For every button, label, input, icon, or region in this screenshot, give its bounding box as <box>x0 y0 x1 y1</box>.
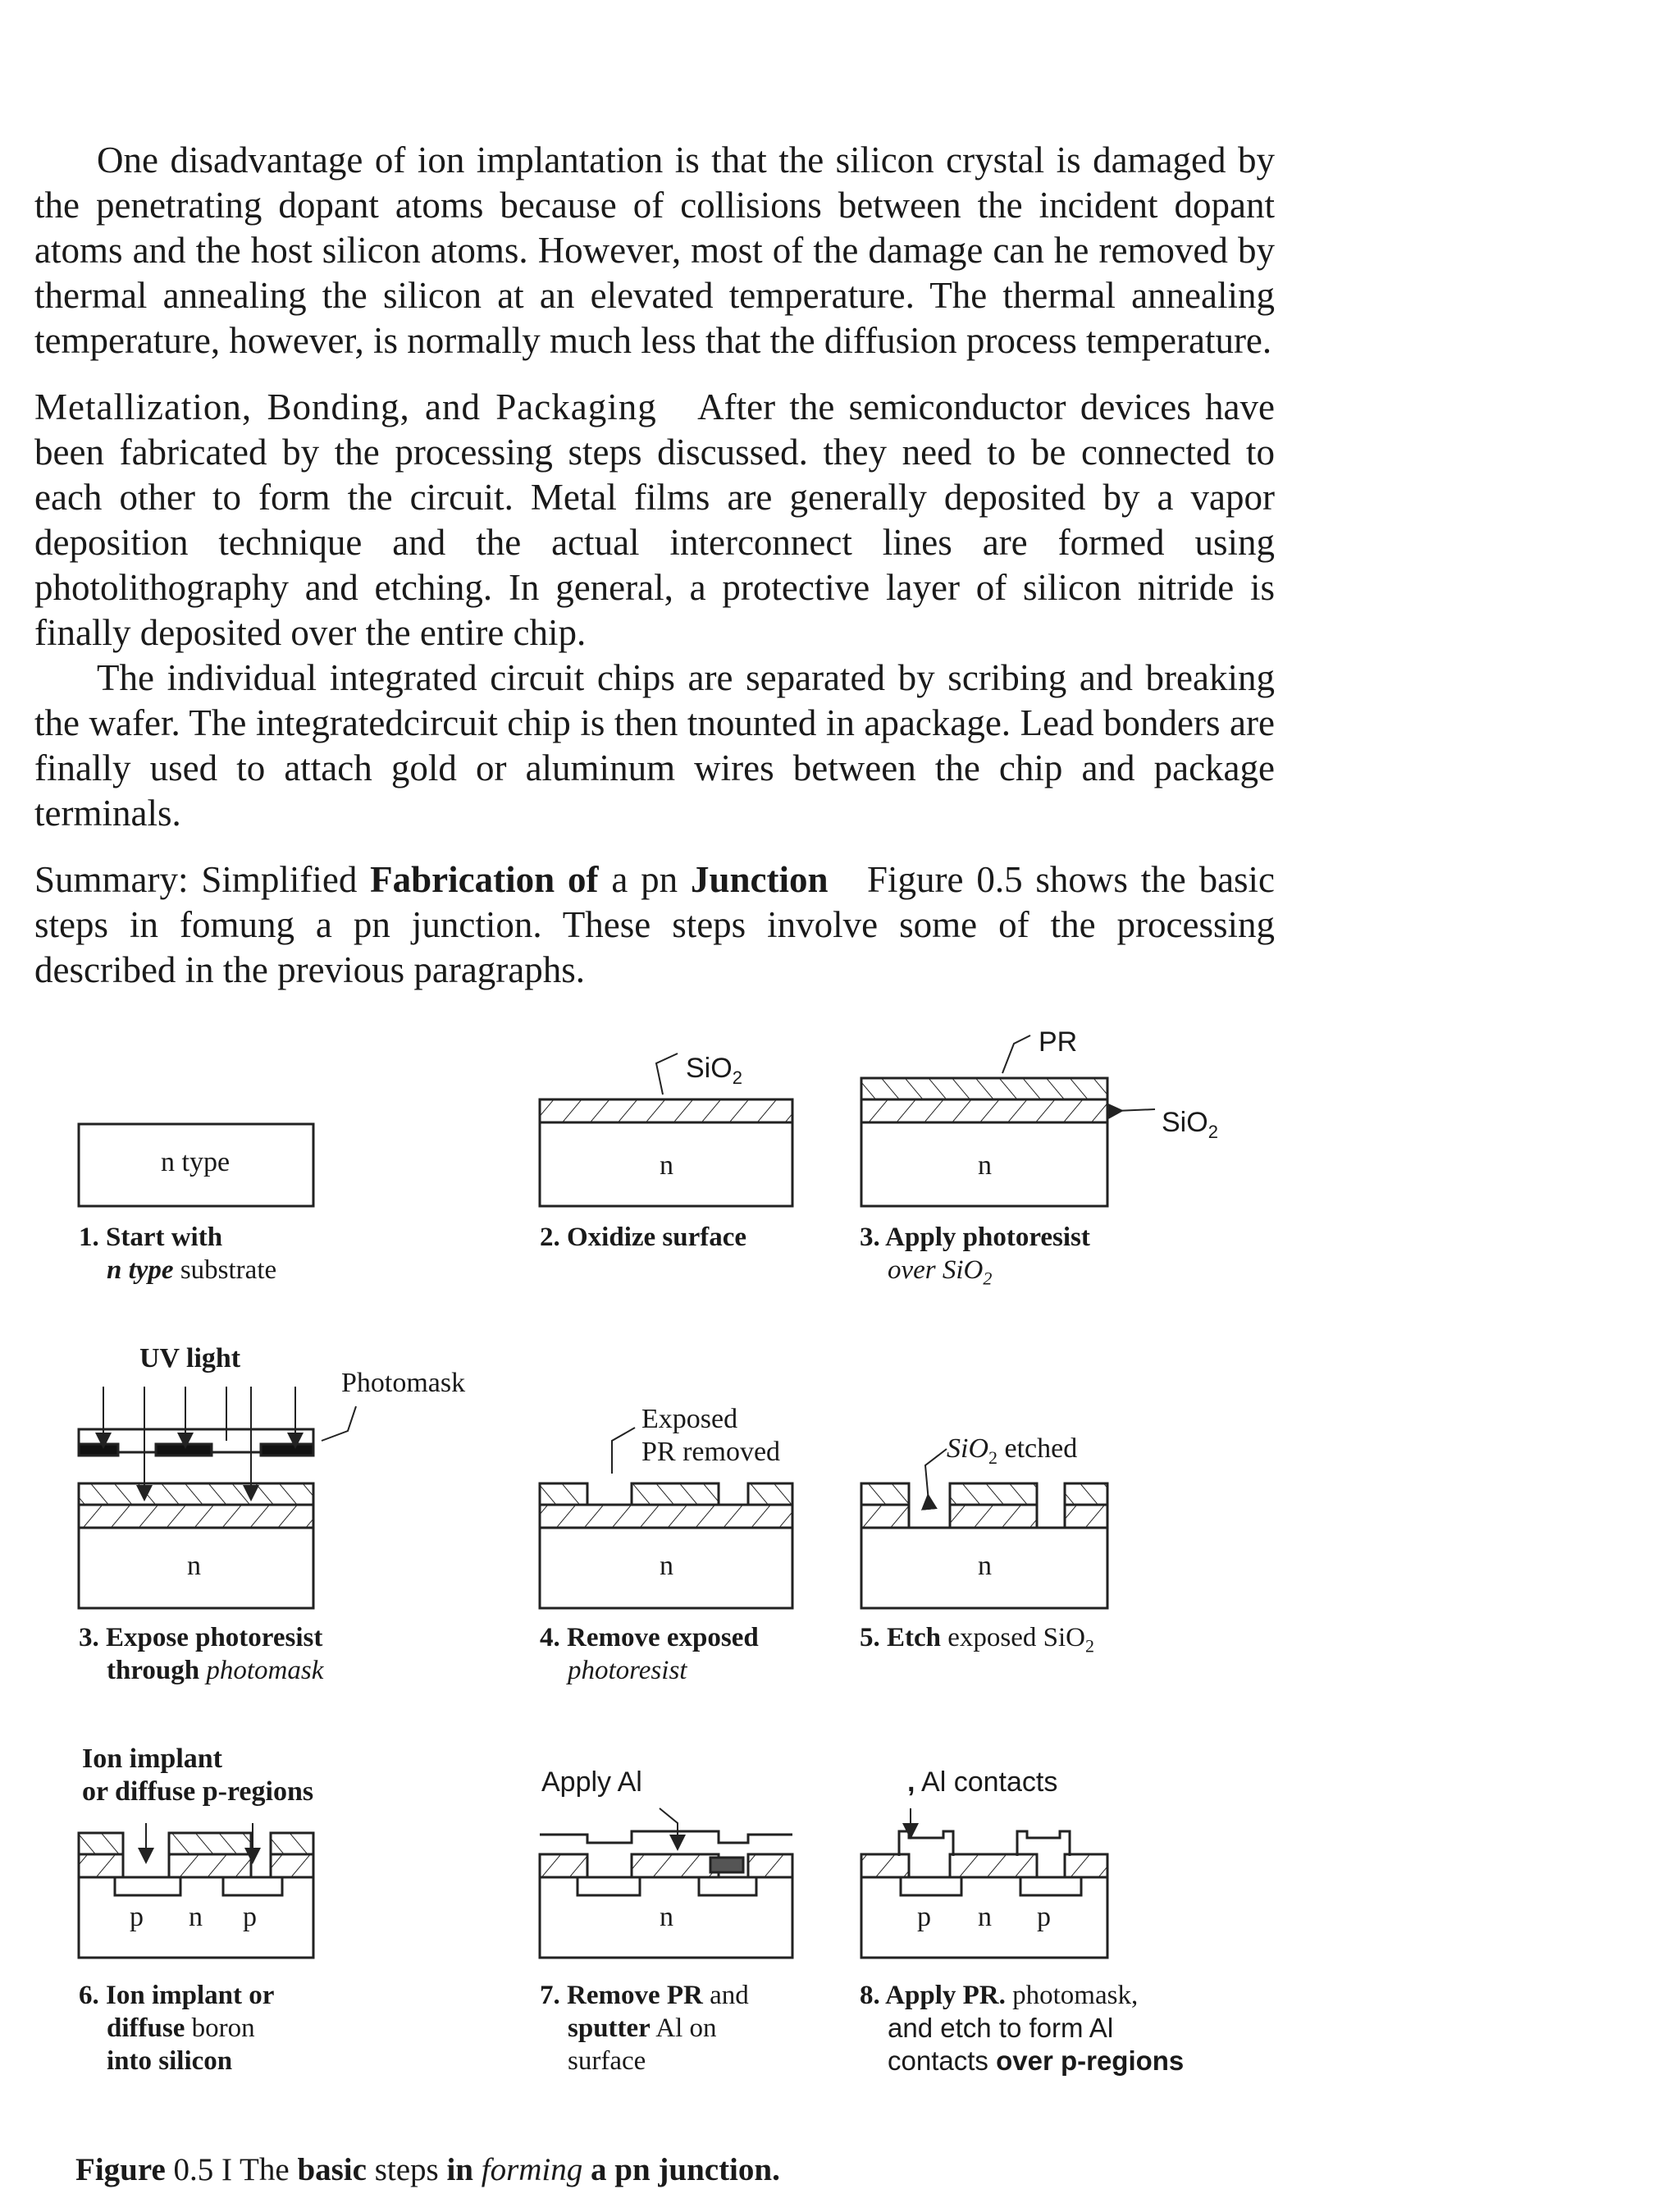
caption-step2: 2. Oxidize surface <box>540 1223 747 1252</box>
step3b-expose-wafer <box>79 1387 356 1608</box>
label-p-step6-right: p <box>243 1902 257 1932</box>
caption-step6: 6. Ion implant or diffuse boron into silicon <box>79 1981 275 2076</box>
label-exposed-pr: Exposed PR removed <box>641 1404 781 1467</box>
label-pr-step3: PR <box>1039 1026 1078 1058</box>
caption-step3: 3. Apply photoresist over SiO$_2$ <box>860 1223 1090 1289</box>
caption-step5: 5. Etch exposed SiO$_2$ <box>860 1623 1094 1657</box>
label-uv-light: UV light <box>139 1343 241 1373</box>
summary-heading-b: Fabrication of <box>370 859 599 900</box>
label-p-step6-left: p <box>130 1902 144 1932</box>
label-sio2-step3: SiO$_2$ <box>1162 1107 1218 1142</box>
run-in-heading-metallization: Metallization, Bonding, and Packaging <box>34 386 657 427</box>
paragraph-ion-damage: One disadvantage of ion implantation is that the silicon crystal is damaged by the penetrating dopant atoms because of collisions between the incident dopant atoms and the host silicon atoms. However, most of the damage can he removed by thermal annealing the silicon at an elevated temperature. The thermal annealing temperature, however, is normally much less that the diffusion process temperature. <box>34 139 1275 361</box>
figure-caption: Figure 0.5 I The basic steps in forming a pn junction. <box>75 2152 780 2187</box>
summary-heading-a: Summary: Simplified <box>34 859 358 900</box>
label-n-step4: n <box>660 1551 673 1581</box>
summary-heading-c: a pn <box>611 859 678 900</box>
summary-body: Figure 0.5 shows the basic steps in fomung a pn junction. These steps involve some of the processing described in the previous paragraphs. <box>34 859 1276 990</box>
label-photomask: Photomask <box>341 1368 466 1398</box>
caption-step3b: 3. Expose photoresist through photomask <box>79 1623 324 1685</box>
label-n-step2: n <box>660 1150 673 1181</box>
label-sio2-etched: SiO$_2$ etched <box>947 1433 1078 1468</box>
label-ion-implant: Ion implant or diffuse p-regions <box>82 1744 314 1807</box>
label-apply-al: Apply Al <box>541 1766 642 1798</box>
paragraph-packaging: The individual integrated circuit chips are separated by scribing and breaking the wafer. The integratedcircuit chip is then tnounted in apackage. Lead bonders are finally used to attach gold or aluminum wires between the chip and package terminals. <box>34 657 1275 834</box>
caption-step4: 4. Remove exposed photoresist <box>540 1623 759 1685</box>
caption-step7: 7. Remove PR and sputter Al on surface <box>540 1981 749 2076</box>
label-n-step7: n <box>660 1902 673 1932</box>
label-n-step8: n <box>978 1902 992 1932</box>
step7-al-wafer <box>540 1808 792 1958</box>
label-n-step5: n <box>978 1551 992 1581</box>
step3-photoresist-wafer <box>861 1035 1155 1206</box>
step8-contacts-wafer <box>861 1808 1107 1958</box>
label-p-step8-left: p <box>917 1902 931 1932</box>
label-n-step3: n <box>978 1150 992 1181</box>
label-al-contacts: , Al contacts <box>907 1766 1058 1798</box>
label-n-step6: n <box>189 1902 203 1932</box>
label-n-type: n type <box>161 1147 231 1177</box>
label-n-step3b: n <box>187 1551 201 1581</box>
metallization-body: After the semiconductor devices have been fabricated by the processing steps discussed. they need to be connected to each other to form the circuit. Metal films are generally deposited by a vapor deposition technique and the actual interconnect lines are formed using photolithography and etching. In general, a protective layer of silicon nitride is finally deposited over the entire chip. <box>34 386 1275 653</box>
step6-implant-wafer <box>79 1823 313 1958</box>
summary-heading-d: Junction <box>690 859 829 900</box>
label-p-step8-right: p <box>1037 1902 1051 1932</box>
label-sio2-step2: SiO$_2$ <box>686 1053 742 1088</box>
caption-step8: 8. Apply PR. photomask, and etch to form Al contacts over p-regions <box>860 1981 1185 2076</box>
step2-oxidized-wafer <box>540 1053 792 1206</box>
caption-step1: 1. Start with n type substrate <box>79 1223 277 1285</box>
